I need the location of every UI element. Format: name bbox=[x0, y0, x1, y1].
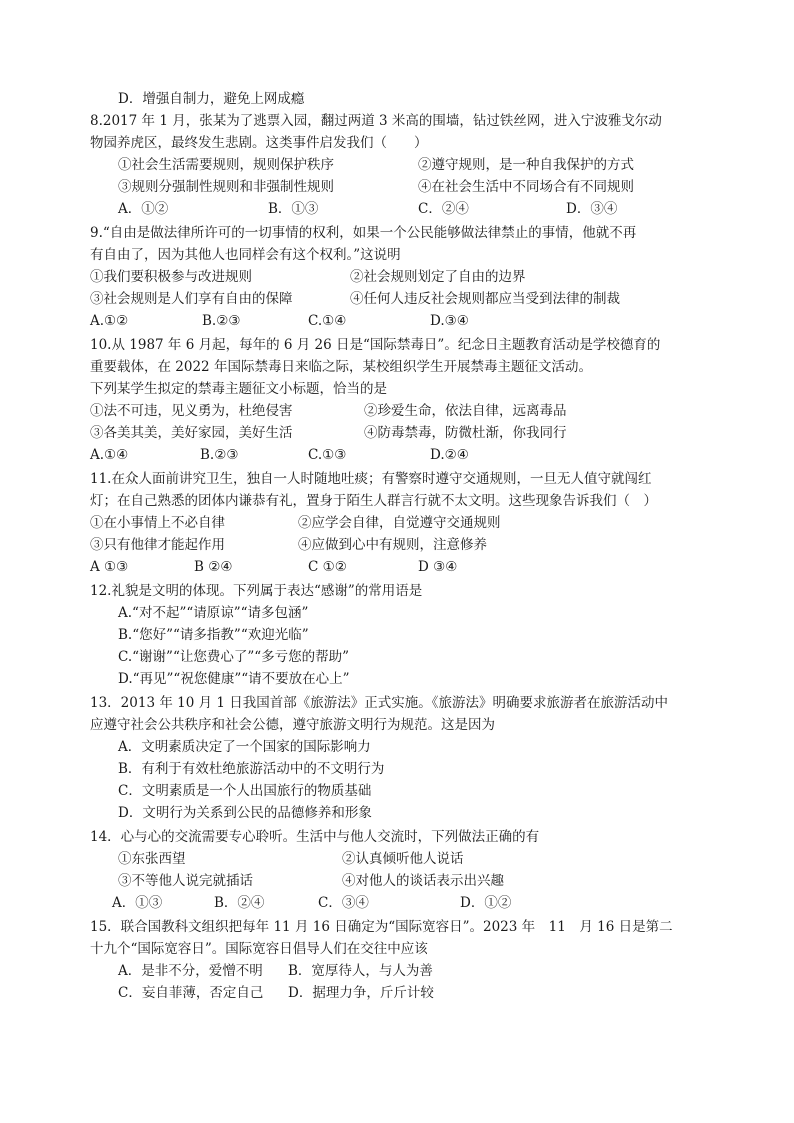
q15-stem-line2: 十九个“国际宽容日”。国际宽容日倡导人们在交往中应该 bbox=[90, 941, 428, 957]
q11-choice-d: D ③④ bbox=[418, 559, 458, 575]
q10-statement-2: ②珍爱生命，依法自律，远离毒品 bbox=[364, 403, 567, 419]
q14-choice-b: B．②④ bbox=[214, 895, 265, 911]
q14-statement-2: ②认真倾听他人说话 bbox=[342, 851, 464, 867]
q13-option-d: D．文明行为关系到公民的品德修养和形象 bbox=[118, 805, 372, 821]
q14-choice-d: D．①② bbox=[460, 895, 512, 911]
q8-stem-line2: 物园养虎区，最终发生悲剧。这类事件启发我们（ ） bbox=[90, 135, 428, 151]
q15-option-a: A．是非不分，爱憎不明 bbox=[118, 963, 263, 979]
q8-statement-2: ②遵守规则，是一种自我保护的方式 bbox=[418, 157, 634, 173]
q10-stem-line1: 10.从 1987 年 6 月起，每年的 6 月 26 日是“国际禁毒日”。纪念日主题教育活动是学校德育的 bbox=[90, 337, 661, 353]
q9-stem-line1: 9.“自由是做法律所许可的一切事情的权利，如果一个公民能够做法律禁止的事情，他就不再 bbox=[90, 225, 637, 241]
q9-statement-2: ②社会规则划定了自由的边界 bbox=[350, 269, 526, 285]
q9-stem-line2: 有自由了，因为其他人也同样会有这个权利。”这说明 bbox=[90, 247, 401, 263]
q8-choice-b: B．①③ bbox=[268, 201, 319, 217]
q10-stem-line3: 下列某学生拟定的禁毒主题征文小标题，恰当的是 bbox=[90, 381, 387, 397]
q9-statement-4: ④任何人违反社会规则都应当受到法律的制裁 bbox=[350, 291, 620, 307]
q15-option-b: B．宽厚待人，与人为善 bbox=[288, 963, 433, 979]
q12-stem: 12.礼貌是文明的体现。下列属于表达“感谢”的常用语是 bbox=[90, 583, 423, 599]
q11-statement-2: ②应学会自律，自觉遵守交通规则 bbox=[298, 515, 501, 531]
q9-choice-d: D.③④ bbox=[430, 313, 469, 329]
q11-choice-c: C ①② bbox=[308, 559, 347, 575]
q14-statement-1: ①东张西望 bbox=[118, 851, 186, 867]
q9-choice-a: A.①② bbox=[90, 313, 129, 329]
q13-option-b: B．有利于有效杜绝旅游活动中的不文明行为 bbox=[118, 761, 385, 777]
q9-statement-1: ①我们要积极参与改进规则 bbox=[90, 269, 252, 285]
q14-choice-c: C．③④ bbox=[318, 895, 369, 911]
q14-statement-4: ④对他人的谈话表示出兴趣 bbox=[342, 873, 504, 889]
q9-statement-3: ③社会规则是人们享有自由的保障 bbox=[90, 291, 293, 307]
q8-statement-4: ④在社会生活中不同场合有不同规则 bbox=[418, 179, 634, 195]
q11-statement-3: ③只有他律才能起作用 bbox=[90, 537, 225, 553]
q9-choice-c: C.①④ bbox=[308, 313, 347, 329]
q12-option-d: D.“再见”“祝您健康”“请不要放在心上” bbox=[118, 671, 350, 687]
q15-stem-line1: 15．联合国教科文组织把每年 11 月 16 日确定为“国际宽容日”。2023 年 11 月 16 日是第二 bbox=[90, 919, 673, 935]
q10-statement-3: ③各美其美，美好家园，美好生活 bbox=[90, 425, 293, 441]
q11-choice-a: A ①③ bbox=[90, 559, 129, 575]
q13-option-c: C．文明素质是一个人出国旅行的物质基础 bbox=[118, 783, 372, 799]
q8-choice-d: D．③④ bbox=[566, 201, 618, 217]
q8-choice-c: C．②④ bbox=[418, 201, 469, 217]
q10-statement-1: ①法不可违，见义勇为，杜绝侵害 bbox=[90, 403, 293, 419]
q8-statement-1: ①社会生活需要规则，规则保护秩序 bbox=[118, 157, 334, 173]
q14-statement-3: ③不等他人说完就插话 bbox=[118, 873, 253, 889]
q11-stem-line1: 11.在众人面前讲究卫生，独自一人时随地吐痰；有警察时遵守交通规则，一旦无人值守就闯红 bbox=[90, 471, 652, 487]
q15-option-c: C．妄自菲薄，否定自己 bbox=[118, 985, 264, 1001]
q13-option-a: A．文明素质决定了一个国家的国际影响力 bbox=[118, 739, 371, 755]
q10-choice-b: B.②③ bbox=[200, 447, 239, 463]
q11-stem-line2: 灯；在自己熟悉的团体内谦恭有礼，置身于陌生人群言行就不太文明。这些现象告诉我们（ ） bbox=[90, 493, 657, 509]
q15-option-d: D．据理力争，斤斤计较 bbox=[288, 985, 434, 1001]
q14-stem: 14．心与心的交流需要专心聆听。生活中与他人交流时，下列做法正确的有 bbox=[90, 829, 540, 845]
q10-choice-c: C.①③ bbox=[308, 447, 347, 463]
q13-stem-line1: 13．2013 年 10 月 1 日我国首部《旅游法》正式实施。《旅游法》明确要求旅游者在旅游活动中 bbox=[90, 695, 669, 711]
q10-choice-d: D.②④ bbox=[430, 447, 469, 463]
q10-choice-a: A.①④ bbox=[90, 447, 129, 463]
q11-statement-4: ④应做到心中有规则，注意修养 bbox=[298, 537, 487, 553]
q8-stem-line1: 8.2017 年 1 月，张某为了逃票入园，翻过两道 3 米高的围墙，钻过铁丝网，进入宁波雅戈尔动 bbox=[90, 113, 662, 129]
q12-option-a: A.“对不起”“请原谅”“请多包涵” bbox=[118, 605, 309, 621]
q9-choice-b: B.②③ bbox=[202, 313, 241, 329]
q14-choice-a: A．①③ bbox=[112, 895, 163, 911]
q13-stem-line2: 应遵守社会公共秩序和社会公德，遵守旅游文明行为规范。这是因为 bbox=[90, 717, 495, 733]
q7-option-d: D．增强自制力，避免上网成瘾 bbox=[118, 91, 305, 107]
q11-choice-b: B ②④ bbox=[194, 559, 233, 575]
q8-choice-a: A．①② bbox=[118, 201, 169, 217]
q10-statement-4: ④防毒禁毒，防微杜渐，你我同行 bbox=[364, 425, 567, 441]
q10-stem-line2: 重要载体，在 2022 年国际禁毒日来临之际，某校组织学生开展禁毒主题征文活动。 bbox=[90, 359, 592, 375]
q8-statement-3: ③规则分强制性规则和非强制性规则 bbox=[118, 179, 334, 195]
q12-option-c: C.“谢谢”“让您费心了”“多亏您的帮助” bbox=[118, 649, 350, 665]
q11-statement-1: ①在小事情上不必自律 bbox=[90, 515, 225, 531]
q12-option-b: B.“您好”“请多指教”“欢迎光临” bbox=[118, 627, 309, 643]
